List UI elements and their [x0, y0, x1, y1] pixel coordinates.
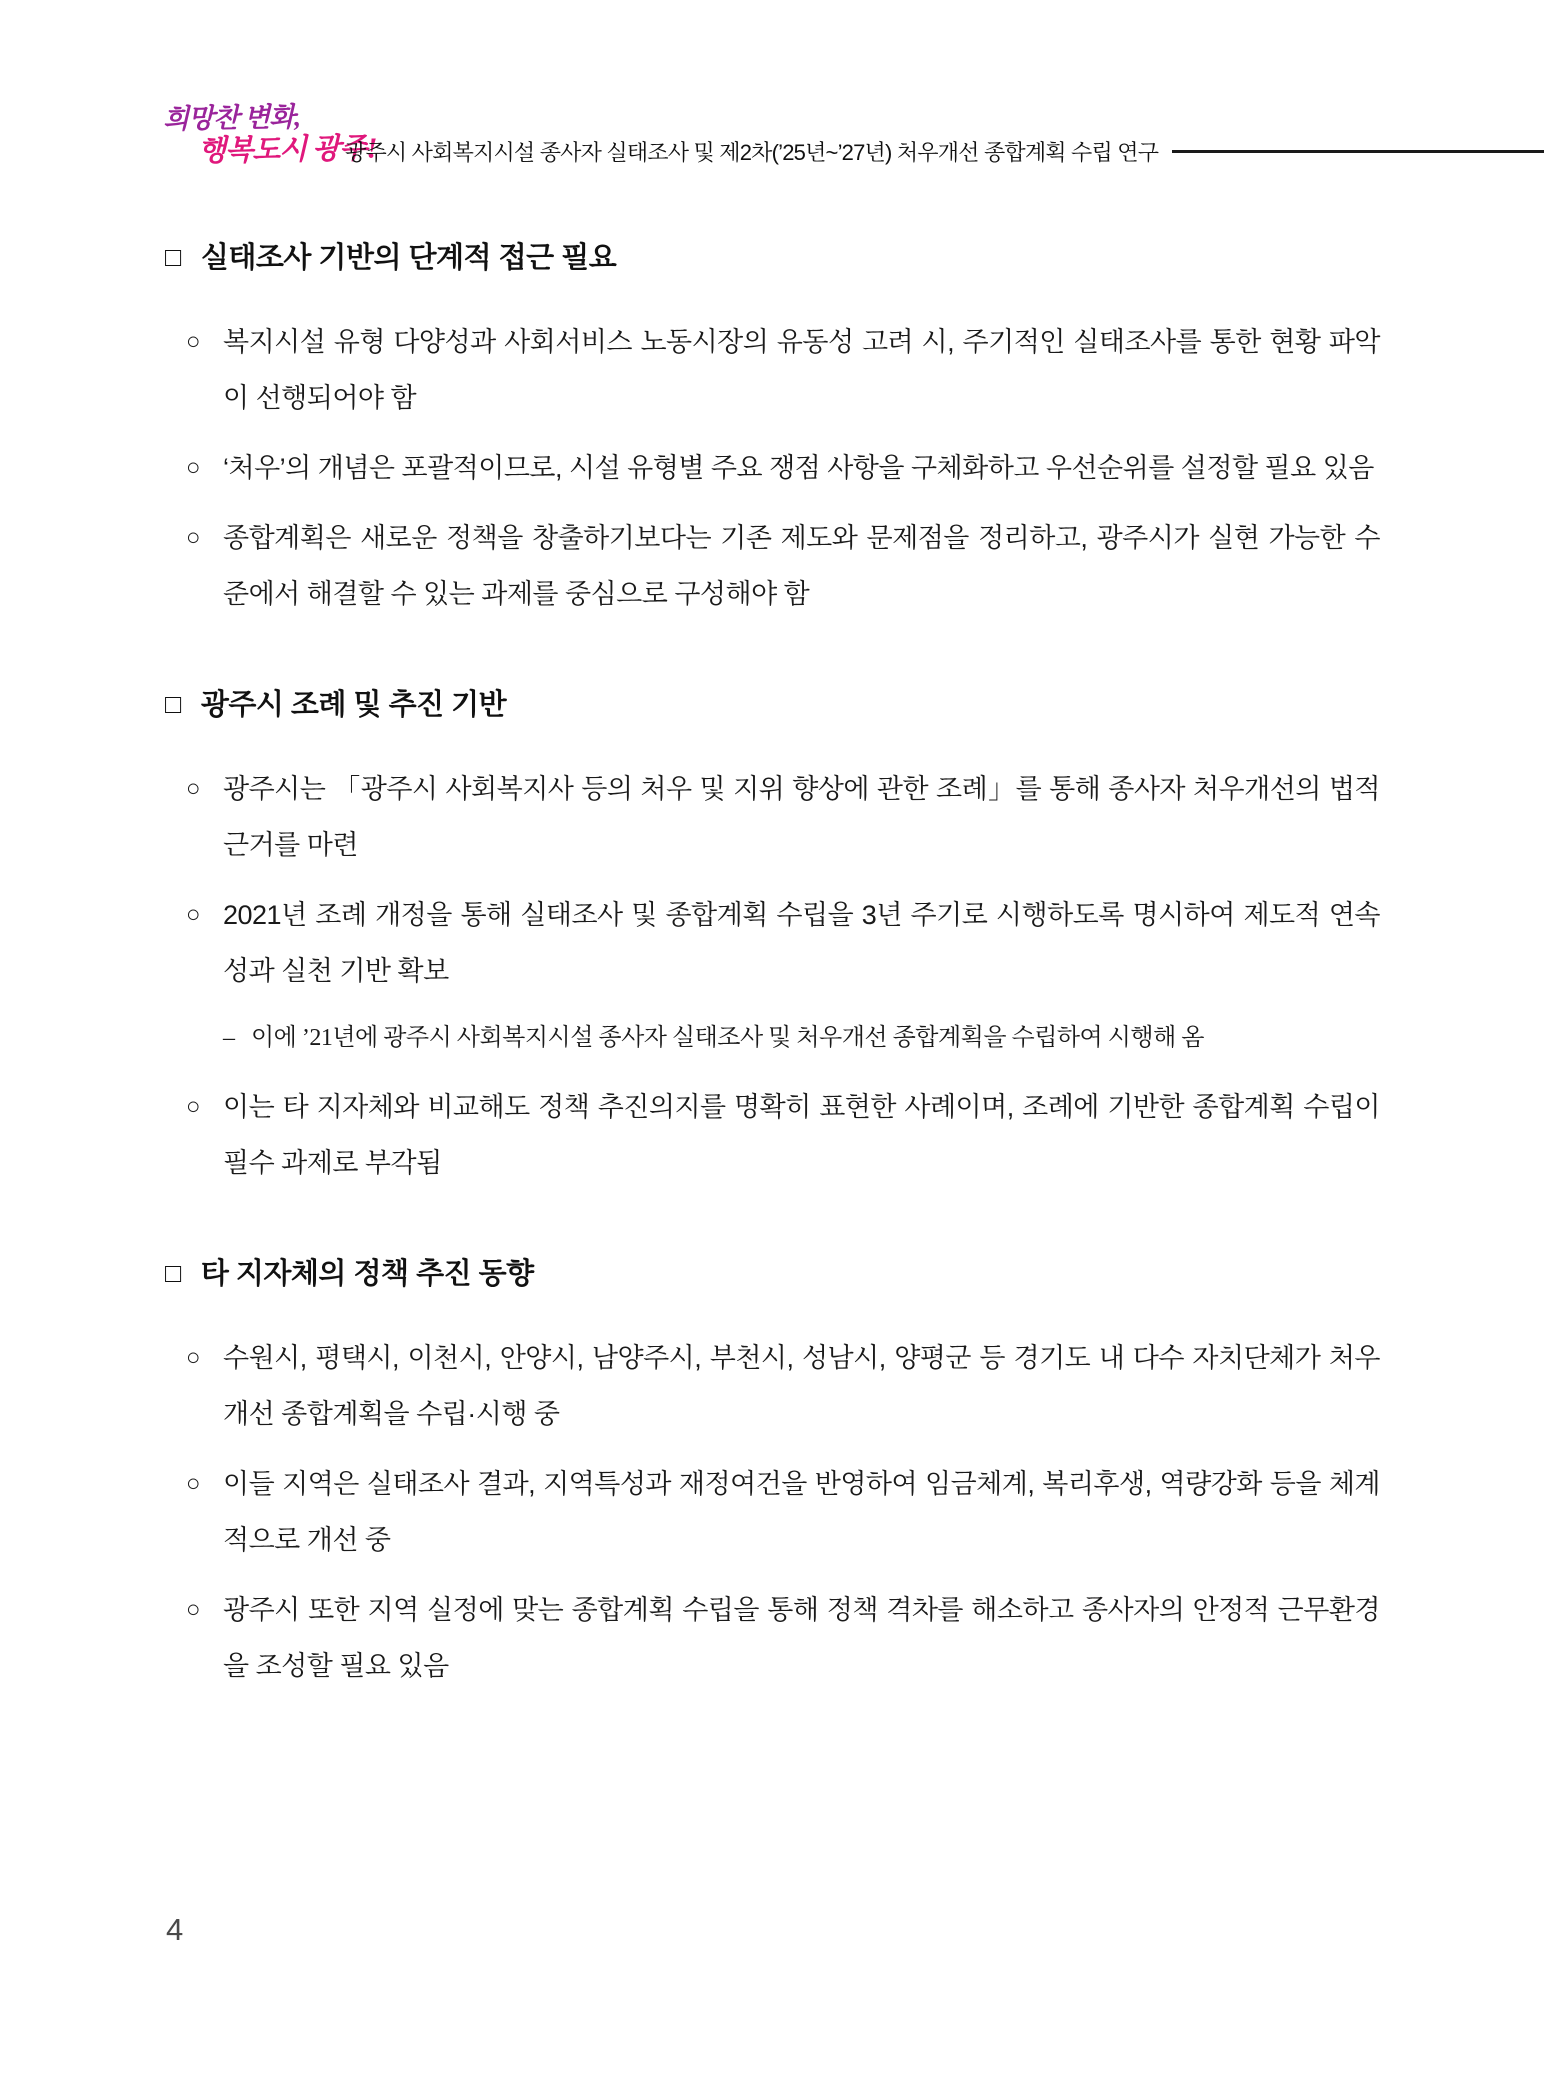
bullet-text: 이들 지역은 실태조사 결과, 지역특성과 재정여건을 반영하여 임금체계, 복리후생, 역량강화 등을 체계적으로 개선 중 [223, 1469, 1380, 1555]
section-other-municipalities [165, 1251, 1380, 1694]
section-heading [165, 682, 1380, 723]
section-survey-based-approach [165, 235, 1380, 622]
bullet-text: ‘처우’의 개념은 포괄적이므로, 시설 유형별 주요 쟁점 사항을 구체화하고 우선순위를 설정할 필요 있음 [223, 453, 1374, 483]
circle-bullet-icon: ○ [186, 1470, 201, 1497]
bullet-item [165, 1456, 1380, 1568]
dash-icon: – [223, 1025, 235, 1051]
circle-bullet-icon: ○ [186, 901, 201, 928]
bullet-item [165, 440, 1380, 496]
section-heading [165, 1251, 1380, 1292]
sub-bullet-text: 이에 ’21년에 광주시 사회복지시설 종사자 실태조사 및 처우개선 종합계획을 수립하여 시행해 옴 [251, 1025, 1204, 1051]
city-slogan-logo-line2: 행복도시 광주! [197, 132, 377, 168]
bullet-text: 이는 타 지자체와 비교해도 정책 추진의지를 명확히 표현한 사례이며, 조례에 기반한 종합계획 수립이 필수 과제로 부각됨 [223, 1092, 1380, 1178]
bullet-text: 광주시 또한 지역 실정에 맞는 종합계획 수립을 통해 정책 격차를 해소하고 종사자의 안정적 근무환경을 조성할 필요 있음 [223, 1595, 1380, 1681]
bullet-text: 광주시는 「광주시 사회복지사 등의 처우 및 지위 향상에 관한 조례」를 통해 종사자 처우개선의 법적 근거를 마련 [223, 774, 1380, 860]
bullet-item [165, 761, 1380, 873]
circle-bullet-icon: ○ [186, 524, 201, 551]
section-heading-text: 실태조사 기반의 단계적 접근 필요 [200, 242, 617, 274]
bullet-item [165, 1582, 1380, 1694]
section-heading [165, 235, 1380, 276]
bullet-item [165, 1079, 1380, 1191]
circle-bullet-icon: ○ [186, 1344, 201, 1371]
header-rule [1172, 150, 1544, 153]
circle-bullet-icon: ○ [186, 328, 201, 355]
bullet-text: 종합계획은 새로운 정책을 창출하기보다는 기존 제도와 문제점을 정리하고, 광주시가 실현 가능한 수준에서 해결할 수 있는 과제를 중심으로 구성해야 함 [223, 523, 1380, 609]
bullet-text: 복지시설 유형 다양성과 사회서비스 노동시장의 유동성 고려 시, 주기적인 실태조사를 통한 현황 파악이 선행되어야 함 [223, 327, 1380, 413]
section-heading-text: 타 지자체의 정책 추진 동향 [200, 1258, 534, 1290]
section-heading-text: 광주시 조례 및 추진 기반 [200, 689, 507, 721]
bullet-item [165, 1330, 1380, 1442]
circle-bullet-icon: ○ [186, 1596, 201, 1623]
square-bullet-icon: □ [165, 689, 181, 719]
bullet-text: 수원시, 평택시, 이천시, 안양시, 남양주시, 부천시, 성남시, 양평군 등 경기도 내 다수 자치단체가 처우개선 종합계획을 수립·시행 중 [223, 1343, 1380, 1429]
circle-bullet-icon: ○ [186, 1093, 201, 1120]
running-header-title: 광주시 사회복지시설 종사자 실태조사 및 제2차(’25년~’27년) 처우개선 종합계획 수립 연구 [345, 140, 1159, 165]
bullet-text: 2021년 조례 개정을 통해 실태조사 및 종합계획 수립을 3년 주기로 시행하도록 명시하여 제도적 연속성과 실천 기반 확보 [223, 900, 1380, 986]
circle-bullet-icon: ○ [186, 775, 201, 802]
circle-bullet-icon: ○ [186, 454, 201, 481]
square-bullet-icon: □ [165, 242, 181, 272]
page-number: 4 [166, 1912, 184, 1947]
city-slogan-logo-line1: 희망찬 변화, [162, 101, 301, 135]
bullet-item [165, 314, 1380, 426]
bullet-item [165, 510, 1380, 622]
running-header [345, 136, 1544, 167]
section-gwangju-ordinance [165, 682, 1380, 1191]
page-content [165, 215, 1380, 1708]
bullet-item [165, 887, 1380, 999]
sub-bullet-item [165, 1013, 1380, 1063]
square-bullet-icon: □ [165, 1258, 181, 1288]
